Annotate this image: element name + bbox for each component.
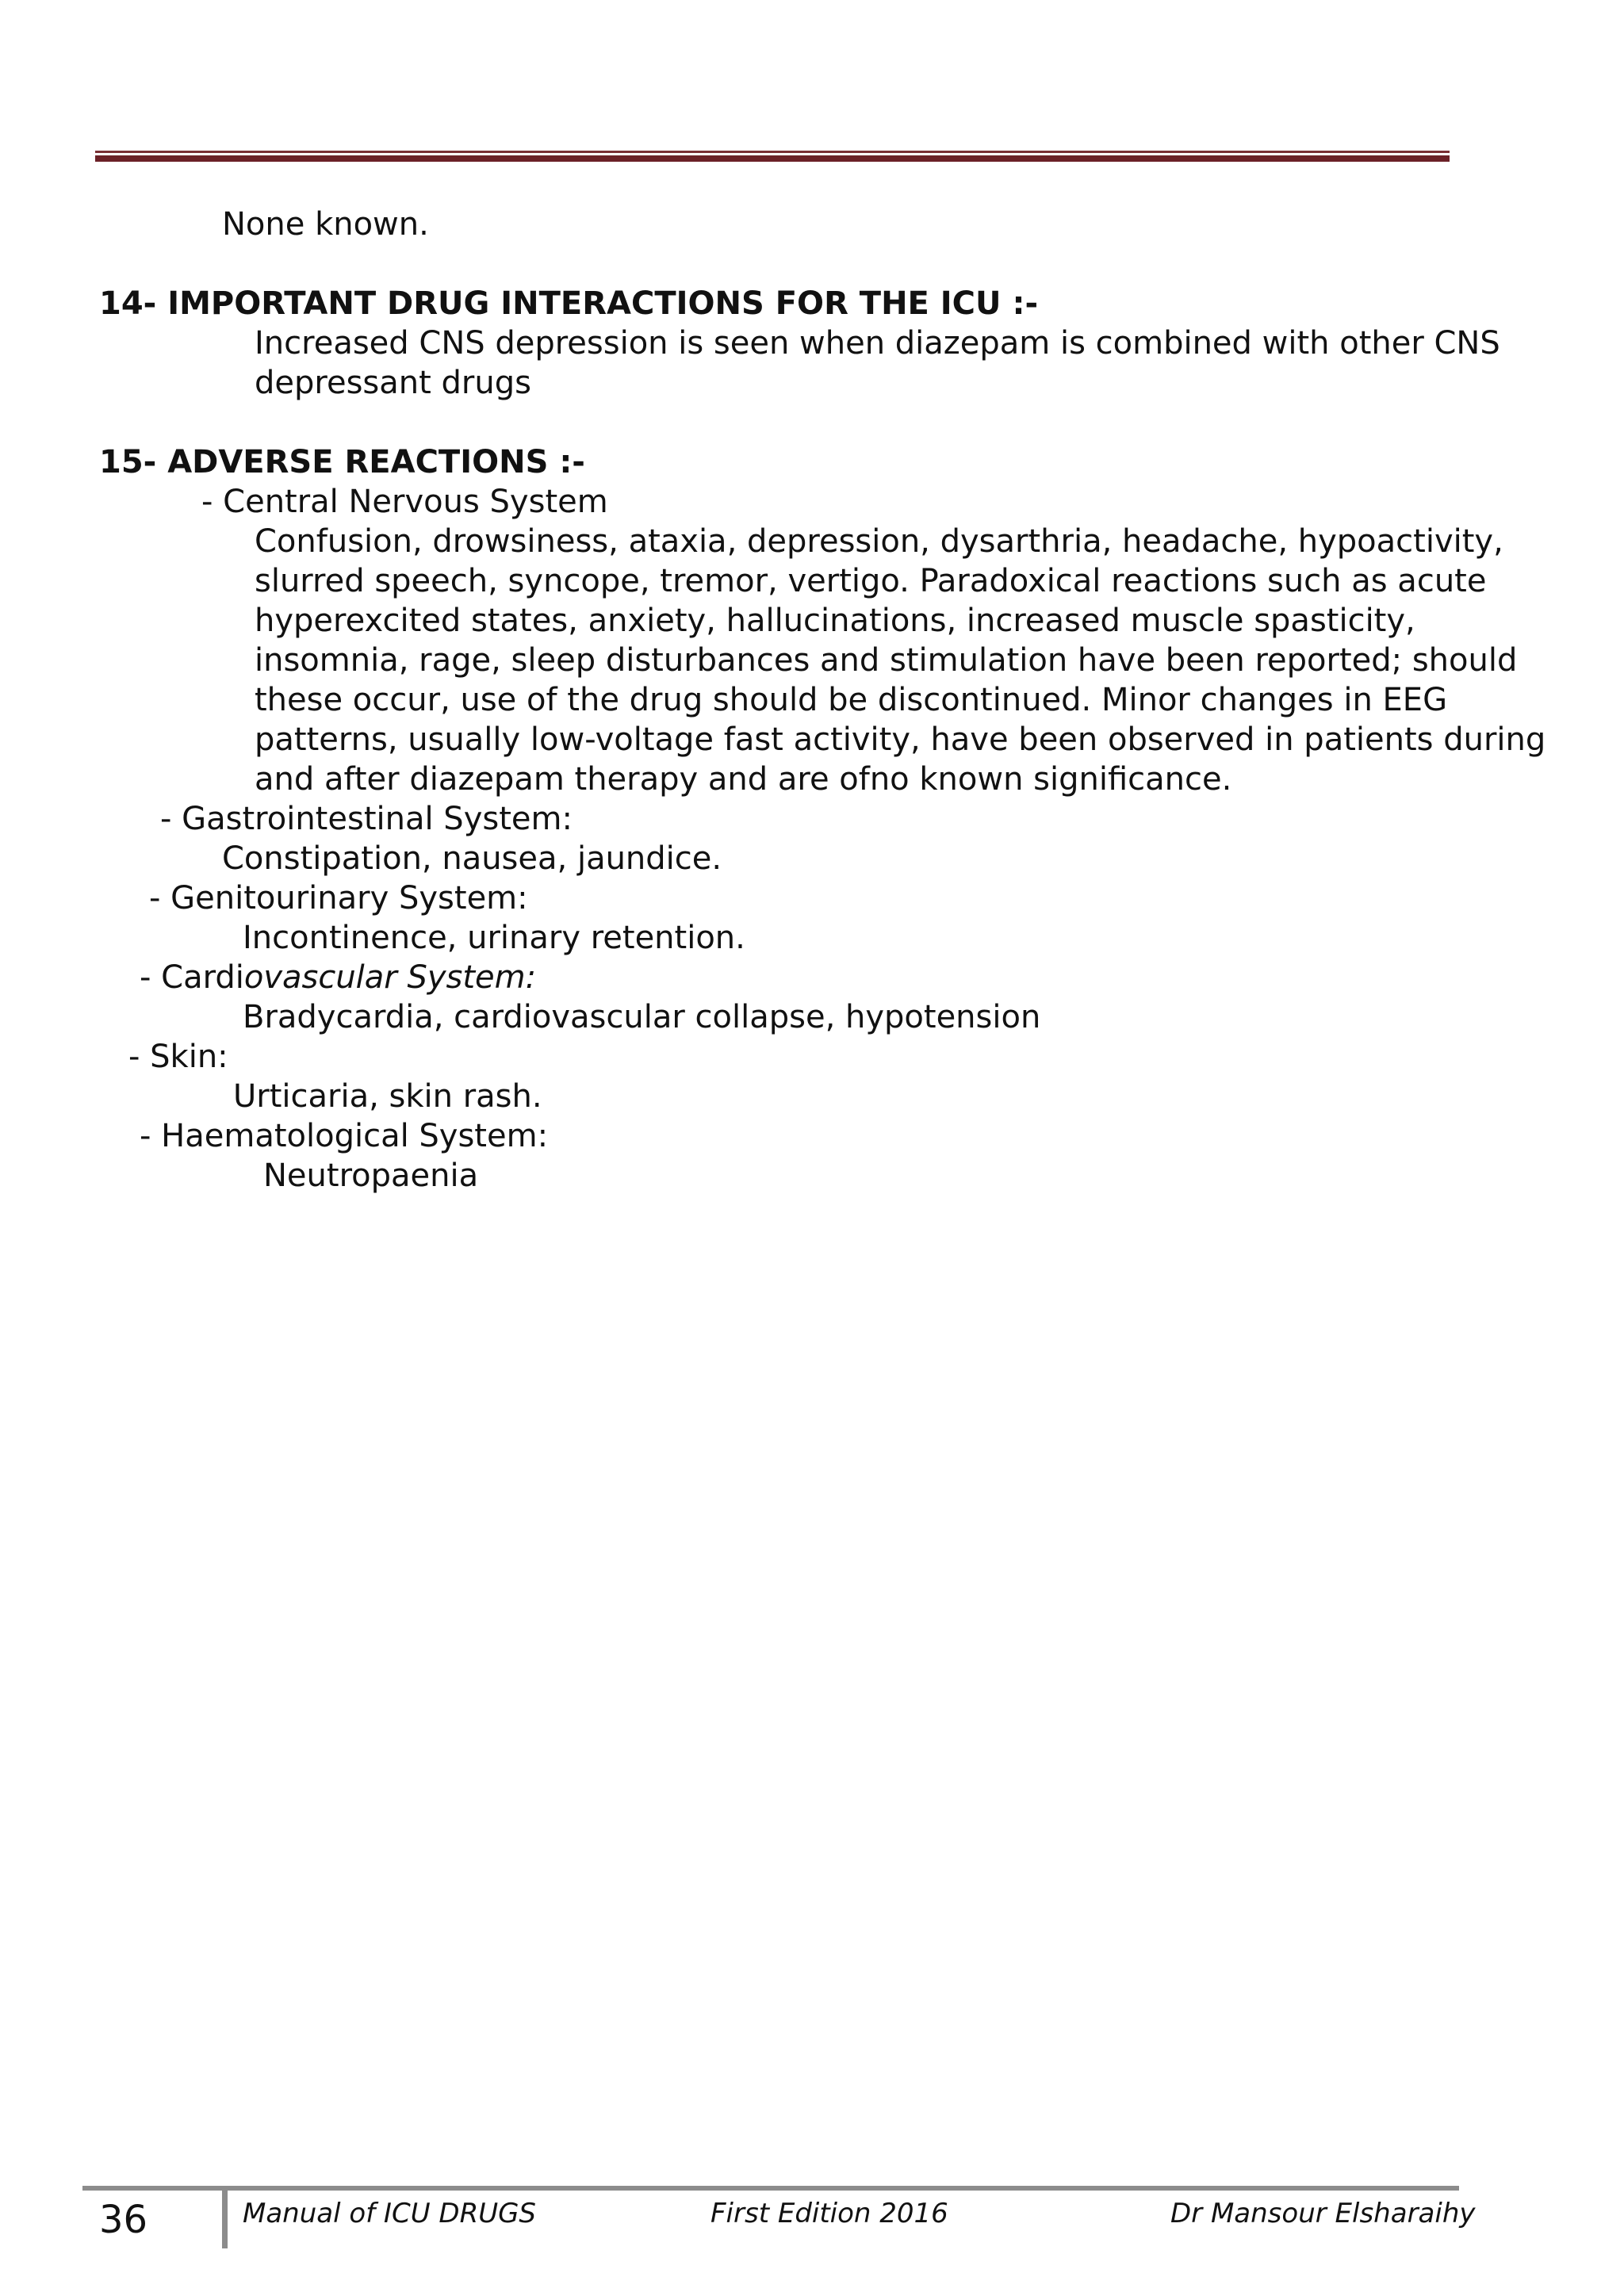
cns-line: insomnia, rage, sleep disturbances and stimulation have been reported; should (255, 642, 1518, 679)
section-14-heading: 14- IMPORTANT DRUG INTERACTIONS FOR THE ICU :- (99, 285, 1039, 322)
header-rule (95, 151, 1450, 162)
cv-text: Bradycardia, cardiovascular collapse, hypotension (243, 999, 1041, 1035)
cns-line: slurred speech, syncope, tremor, vertigo. Paradoxical reactions such as acute (255, 563, 1487, 599)
gi-label: - Gastrointestinal System: (160, 801, 573, 837)
cns-line: Confusion, drowsiness, ataxia, depression, dysarthria, headache, hypoactivity, (255, 523, 1503, 560)
page-number: 36 (99, 2198, 148, 2242)
gu-label: - Genitourinary System: (149, 880, 528, 916)
cns-line: patterns, usually low-voltage fast activity, have been observed in patients during (255, 721, 1546, 758)
gi-text: Constipation, nausea, jaundice. (222, 840, 722, 877)
cv-label-italic: ovascular System: (243, 959, 537, 996)
section-15-heading: 15- ADVERSE REACTIONS :- (99, 444, 585, 480)
haem-text: Neutropaenia (263, 1158, 479, 1194)
section-14-line: Increased CNS depression is seen when diazepam is combined with other CNS (255, 325, 1500, 362)
section-14-line: depressant drugs (255, 365, 531, 401)
footer-separator (222, 2190, 228, 2248)
cv-label (140, 958, 536, 997)
cns-line: these occur, use of the drug should be discontinued. Minor changes in EEG (255, 682, 1448, 718)
cns-line: and after diazepam therapy and are ofno known significance. (255, 761, 1232, 798)
footer-rule (82, 2186, 1459, 2191)
footer-author: Dr Mansour Elsharaihy (1170, 2198, 1476, 2229)
header-rule-thin (95, 151, 1450, 153)
cns-line: hyperexcited states, anxiety, hallucinations, increased muscle spasticity, (255, 603, 1415, 639)
skin-label: - Skin: (128, 1039, 228, 1075)
haem-label: - Haematological System: (140, 1118, 549, 1154)
header-rule-thick (95, 155, 1450, 162)
cv-label-plain: - Cardi (140, 959, 244, 996)
cns-label: - Central Nervous System (201, 484, 608, 520)
gu-text: Incontinence, urinary retention. (243, 920, 745, 956)
footer-edition: First Edition 2016 (710, 2198, 948, 2229)
footer-manual-title: Manual of ICU DRUGS (243, 2198, 537, 2229)
skin-text: Urticaria, skin rash. (233, 1078, 542, 1115)
none-known-text: None known. (222, 206, 429, 243)
